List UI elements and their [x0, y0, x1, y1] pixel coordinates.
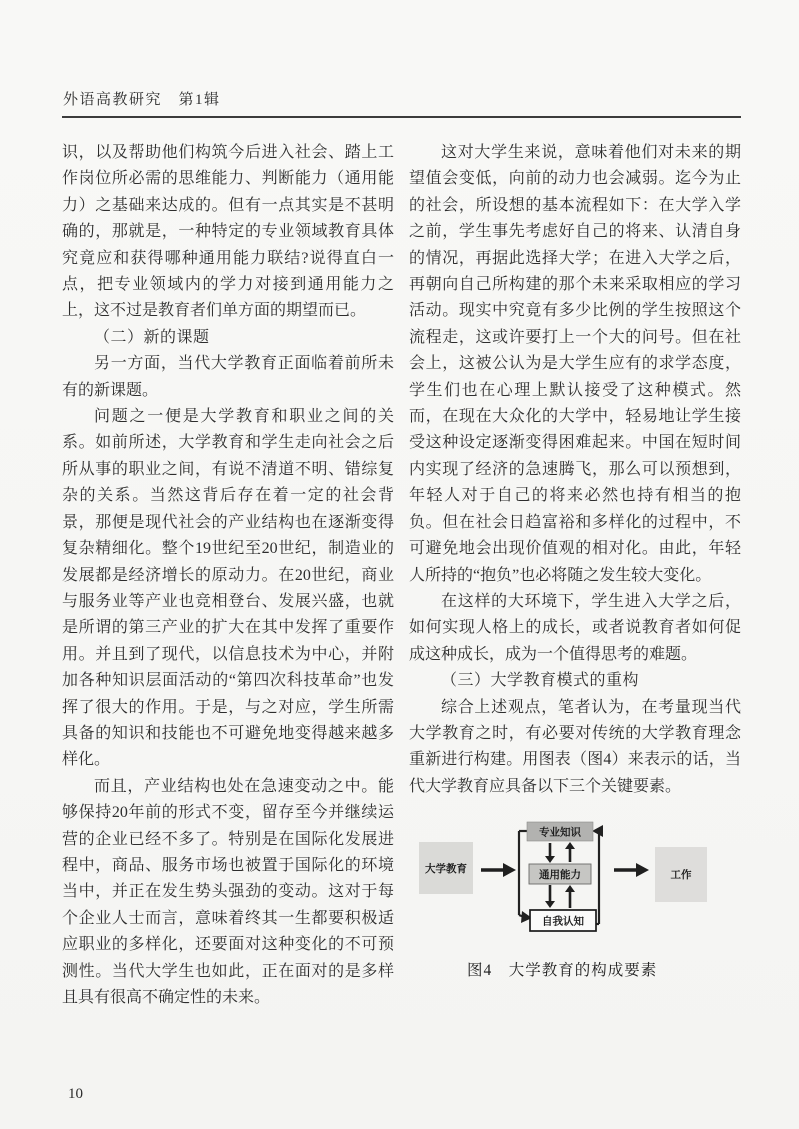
arrow-up-icon [565, 885, 575, 908]
diagram-node-general-ability [529, 864, 591, 884]
body-paragraph: 在这样的大环境下，学生进入大学之后，如何实现人格上的成长，或者说教育者如何促成这种成长，成为一个值得思考的难题。 [409, 592, 741, 663]
arrow-down-icon [545, 885, 555, 908]
figure-4 [409, 814, 741, 984]
body-paragraph: 而且，产业结构也处在急速变动之中。能够保持20年前的形式不变，留存至今并继续运营的企业已经不多了。特别是在国际化发展进程中，商品、服务市场也被置于国际化的环境当中，并正在发生势头强劲的变动。这对于每个企业人士而言，意味着终其一生都要积极适应职业的多样化，还要面对这种变化的不可预测性。当代大学生也如此，正在面对的是多样且具有很高不确定性的未来。 [62, 777, 394, 1006]
diagram-node-professional-knowledge [527, 822, 593, 841]
diagram-node-self-cognition [530, 910, 596, 931]
left-text-column [62, 140, 394, 1011]
figure-caption: 图4 大学教育的构成要素 [467, 962, 658, 980]
svg-text:专业知识: 专业知识 [539, 826, 581, 839]
svg-text:大学教育: 大学教育 [425, 863, 467, 876]
arrow-right-icon [614, 863, 649, 877]
diagram-node-work [655, 847, 707, 902]
body-paragraph: 这对大学生来说，意味着他们对未来的期望值会变低，向前的动力也会减弱。迄今为止的社会，所设想的基本流程如下：在大学入学之前，学生事先考虑好自己的将来、认清自身的情况，再据此选择大学；在进入大学之后，再朝向自己所构建的那个未来采取相应的学习活动。现实中究竟有多少比例的学生按照这个流程走，这或许要打上一个大的问号。但在社会上，这被公认为是大学生应有的求学态度，学生们也在心理上默认接受了这种模式。然而，在现在大众化的大学中，轻易地让学生接受这种设定逐渐变得困难起来。中国在短时间内实现了经济的急速腾飞，那么可以预想到，年轻人对于自己的将来必然也持有相当的抱负。但在社会日趋富裕和多样化的过程中，不可避免地会出现价值观的相对化。由此，年轻人所持的“抱负”也必将随之发生较大变化。 [409, 144, 741, 584]
svg-text:自我认知: 自我认知 [542, 915, 584, 928]
header-rule [62, 116, 741, 118]
page-number: 10 [68, 1086, 83, 1102]
section-heading-2: （二）新的课题 [94, 328, 210, 346]
section-heading-3: （三）大学教育模式的重构 [441, 672, 640, 690]
svg-text:通用能力: 通用能力 [539, 869, 581, 882]
running-header: 外语高教研究 第1辑 [63, 92, 221, 108]
figure-4-diagram [409, 814, 709, 940]
body-paragraph: 另一方面，当代大学教育正面临着前所未有的新课题。 [62, 355, 394, 399]
body-paragraph: 问题之一便是大学教育和职业之间的关系。如前所述，大学教育和学生走向社会之后所从事的职业之间，有说不清道不明、错综复杂的关系。当然这背后存在着一定的社会背景，那便是现代社会的产业结构也在逐渐变得复杂精细化。整个19世纪至20世纪，制造业的发展都是经济增长的原动力。在20世纪，商业与服务业等产业也竞相登台、发展兴盛，也就是所谓的第三产业的扩大在其中发挥了重要作用。并且到了现代，以信息技术为中心，并附加各种知识层面活动的“第四次科技革命”也发挥了很大的作用。于是，与之对应，学生所需具备的知识和技能也不可避免地变得越来越多样化。 [62, 408, 394, 769]
right-text-column [409, 140, 741, 985]
arrow-right-icon [481, 863, 516, 877]
diagram-node-university-education [419, 842, 473, 894]
body-paragraph: 综合上述观点，笔者认为，在考量现当代大学教育之时，有必要对传统的大学教育理念重新进行构建。用图表（图4）来表示的话，当代大学教育应具备以下三个关键要素。 [409, 698, 741, 795]
svg-text:工作: 工作 [670, 869, 692, 882]
body-paragraph: 识，以及帮助他们构筑今后进入社会、踏上工作岗位所必需的思维能力、判断能力（通用能力）之基础来达成的。但有一点其实是不甚明确的，那就是，一种特定的专业领域教育具体究竟应和获得哪种通用能力联结?说得直白一点，把专业领域内的学力对接到通用能力之上，这不过是教育者们单方面的期望而已。 [62, 144, 394, 320]
arrow-down-icon [545, 843, 555, 863]
arrow-up-icon [565, 842, 575, 862]
